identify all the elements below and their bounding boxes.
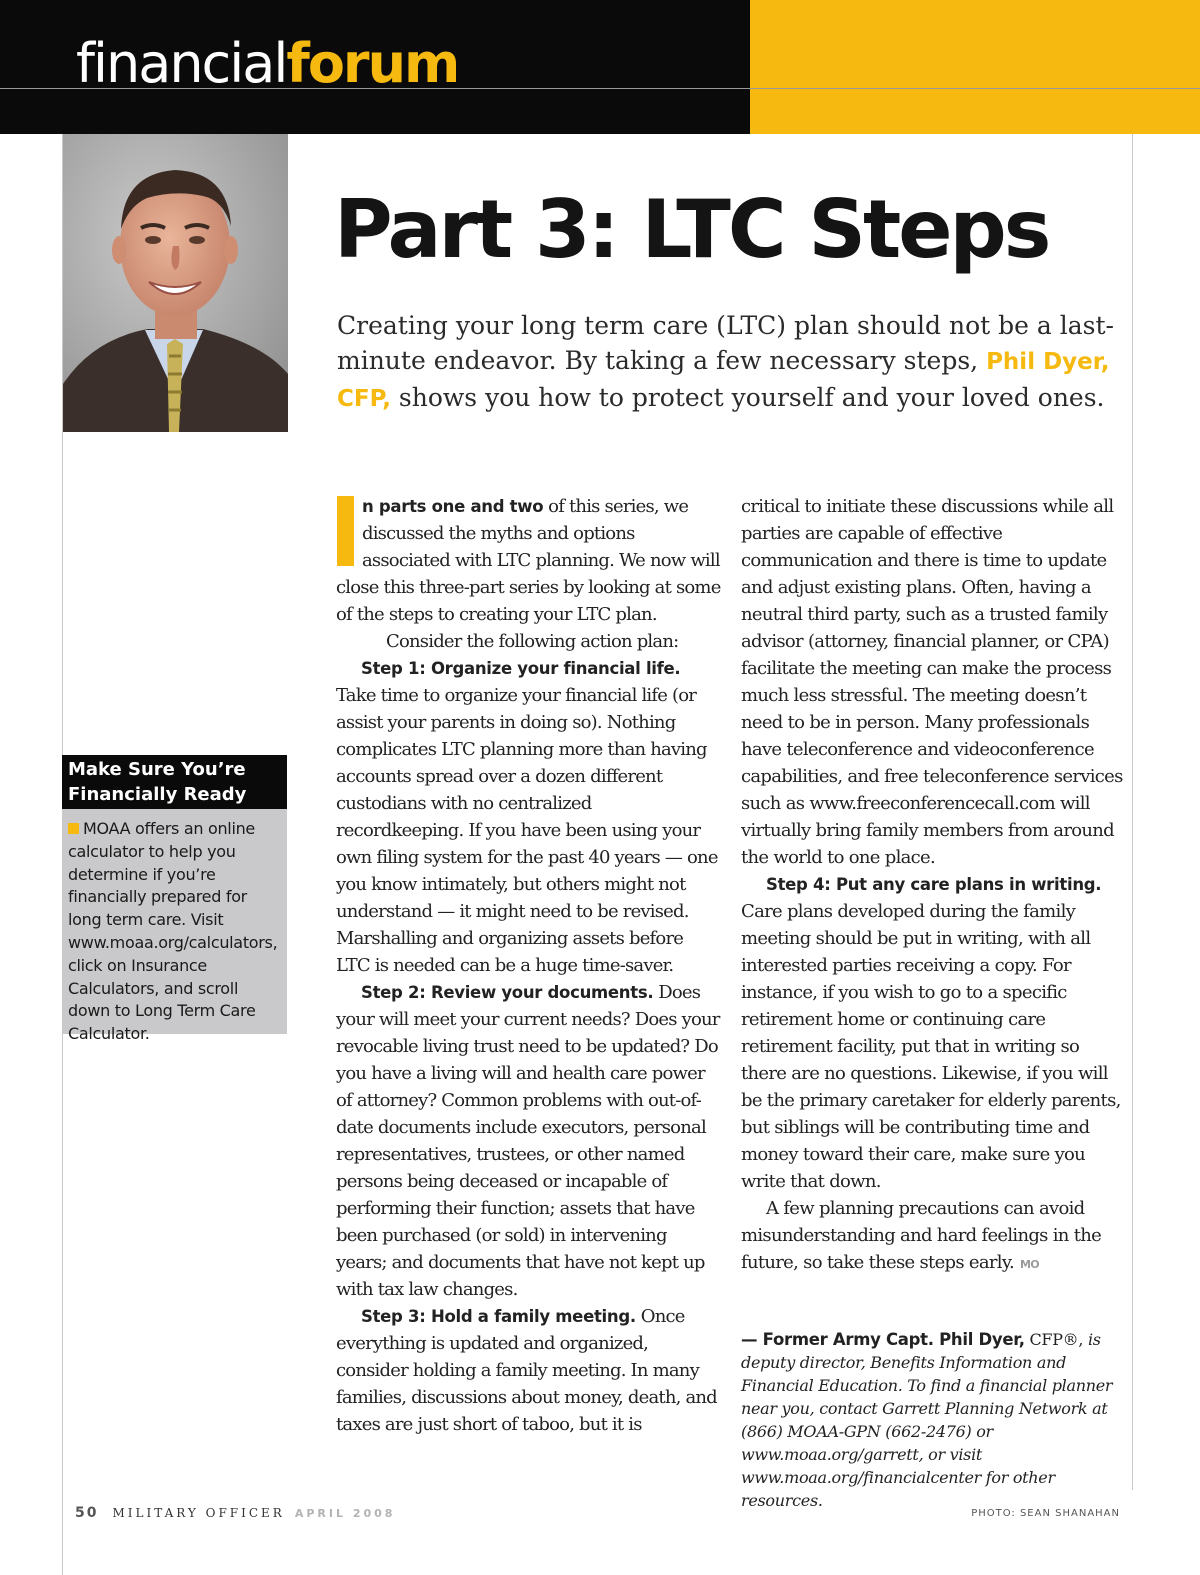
masthead-financial: financial <box>76 32 287 95</box>
step-2-paragraph-label: Step 2: Review your documents. <box>361 983 654 1002</box>
author-portrait-illustration <box>63 134 288 432</box>
bullet-square-icon <box>68 823 79 834</box>
step-3-paragraph <box>336 1303 721 1438</box>
sidebar-body <box>62 809 287 1044</box>
photo-credit: PHOTO: SEAN SHANAHAN <box>971 1508 1120 1519</box>
header-band-yellow <box>750 0 1200 134</box>
lead-paragraph-label: n parts one and two <box>362 497 544 516</box>
drop-cap-space <box>336 493 362 563</box>
bio-credential: CFP®, <box>1029 1330 1084 1349</box>
article-column-1 <box>336 493 721 1438</box>
article-deck <box>337 308 1127 417</box>
step-1-paragraph <box>336 655 721 979</box>
author-photo <box>63 134 288 432</box>
step-3-paragraph-text: Once everything is updated and organized, consider holding a family meeting. In many families, discussions about money, death, and taxes are just short of taboo, but it is <box>336 1306 717 1435</box>
article-title: Part 3: LTC Steps <box>334 183 1049 276</box>
page-rule-right <box>1132 134 1133 1490</box>
step-2-paragraph <box>336 979 721 1303</box>
step-4-paragraph-label: Step 4: Put any care plans in writing. <box>766 875 1102 894</box>
lead-paragraph <box>336 493 721 628</box>
closing-paragraph <box>741 1195 1126 1278</box>
step-4-paragraph <box>741 871 1126 1195</box>
sidebar-title: Make Sure You’re Financially Ready <box>62 755 287 809</box>
action-plan-intro <box>336 628 721 655</box>
masthead-forum: forum <box>286 32 459 95</box>
continuation-paragraph <box>741 493 1126 871</box>
closing-paragraph-text: A few planning precautions can avoid misunderstanding and hard feelings in the future, so take these steps early. <box>741 1198 1102 1273</box>
page-footer <box>75 1505 395 1521</box>
section-masthead <box>76 34 458 94</box>
end-mark: MO <box>1019 1258 1039 1271</box>
action-plan-intro-text: Consider the following action plan: <box>386 631 679 652</box>
page-number: 50 <box>75 1505 99 1521</box>
step-2-paragraph-text: Does your will meet your current needs? Does your revocable living trust need to be updated? Do you have a living will and health care power of attorney? Common problems with out-of-date documents include executors, personal representatives, trustees, or other named persons being deceased or incapable of performing their function; assets that have been purchased (or sold) in intervening years; and documents that have not kept up with tax law changes. <box>336 982 720 1300</box>
step-1-paragraph-label: Step 1: Organize your financial life. <box>361 659 681 678</box>
sidebar-text: MOAA offers an online calculator to help you determine if you’re financially prepared for long term care. Visit www.moaa.org/calculators, click on Insurance Calculators, and scroll down to Long Term Care Calculator. <box>68 819 278 1044</box>
article-column-2 <box>741 493 1126 1278</box>
magazine-name: MILITARY OFFICER <box>112 1506 285 1520</box>
deck-text-end: shows you how to protect yourself and your loved ones. <box>390 383 1105 412</box>
bio-author-name: — Former Army Capt. Phil Dyer, <box>741 1330 1025 1349</box>
step-3-paragraph-label: Step 3: Hold a family meeting. <box>361 1307 636 1326</box>
continuation-paragraph-text: critical to initiate these discussions while all parties are capable of effective communication and there is time to update and adjust existing plans. Often, having a neutral third party, such as a trusted family advisor (attorney, financial planner, or CPA) facilitate the meeting can make the process much less stressful. The meeting doesn’t need to be in person. Many professionals have teleconference and videoconference capabilities, and free teleconference services such as www.freeconferencecall.com will virtually bring family members from around the world to one place. <box>741 496 1123 868</box>
bio-text: is deputy director, Benefits Information and Financial Education. To find a financial planner near you, contact Garrett Planning Network at (866) MOAA-GPN (662-2476) or www.moaa.org/garrett, or visit www.moaa.org/financialcenter for other resources. <box>741 1330 1113 1510</box>
issue-date: APRIL 2008 <box>294 1507 396 1520</box>
lead-paragraph-text: of this series, we discussed the myths and options associated with LTC planning. We now will close this three-part series by looking at some of the steps to creating your LTC plan. <box>336 496 721 625</box>
deck-text-start: Creating your long term care (LTC) plan should not be a last-minute endeavor. By taking a few necessary steps, <box>337 311 1114 375</box>
step-4-paragraph-text: Care plans developed during the family meeting should be put in writing, with all interested parties receiving a copy. For instance, if you wish to go to a specific retirement home or continuing care retirement facility, put that in writing so there are no questions. Likewise, if you will be the primary caretaker for elderly parents, but siblings will be contributing time and money toward their care, make sure you write that down. <box>741 901 1121 1192</box>
author-bio <box>741 1328 1126 1512</box>
step-1-paragraph-text: Take time to organize your financial life (or assist your parents in doing so). Nothing complicates LTC planning more than having accounts spread over a dozen different custodians with no centralized recordkeeping. If you have been using your own filing system for the past 40 years — one you know intimately, but others might not understand — it might need to be revised. Marshalling and organizing assets before LTC is needed can be a huge time-saver. <box>336 685 718 976</box>
deck-author-highlight: Phil Dyer, CFP, <box>337 349 1110 412</box>
